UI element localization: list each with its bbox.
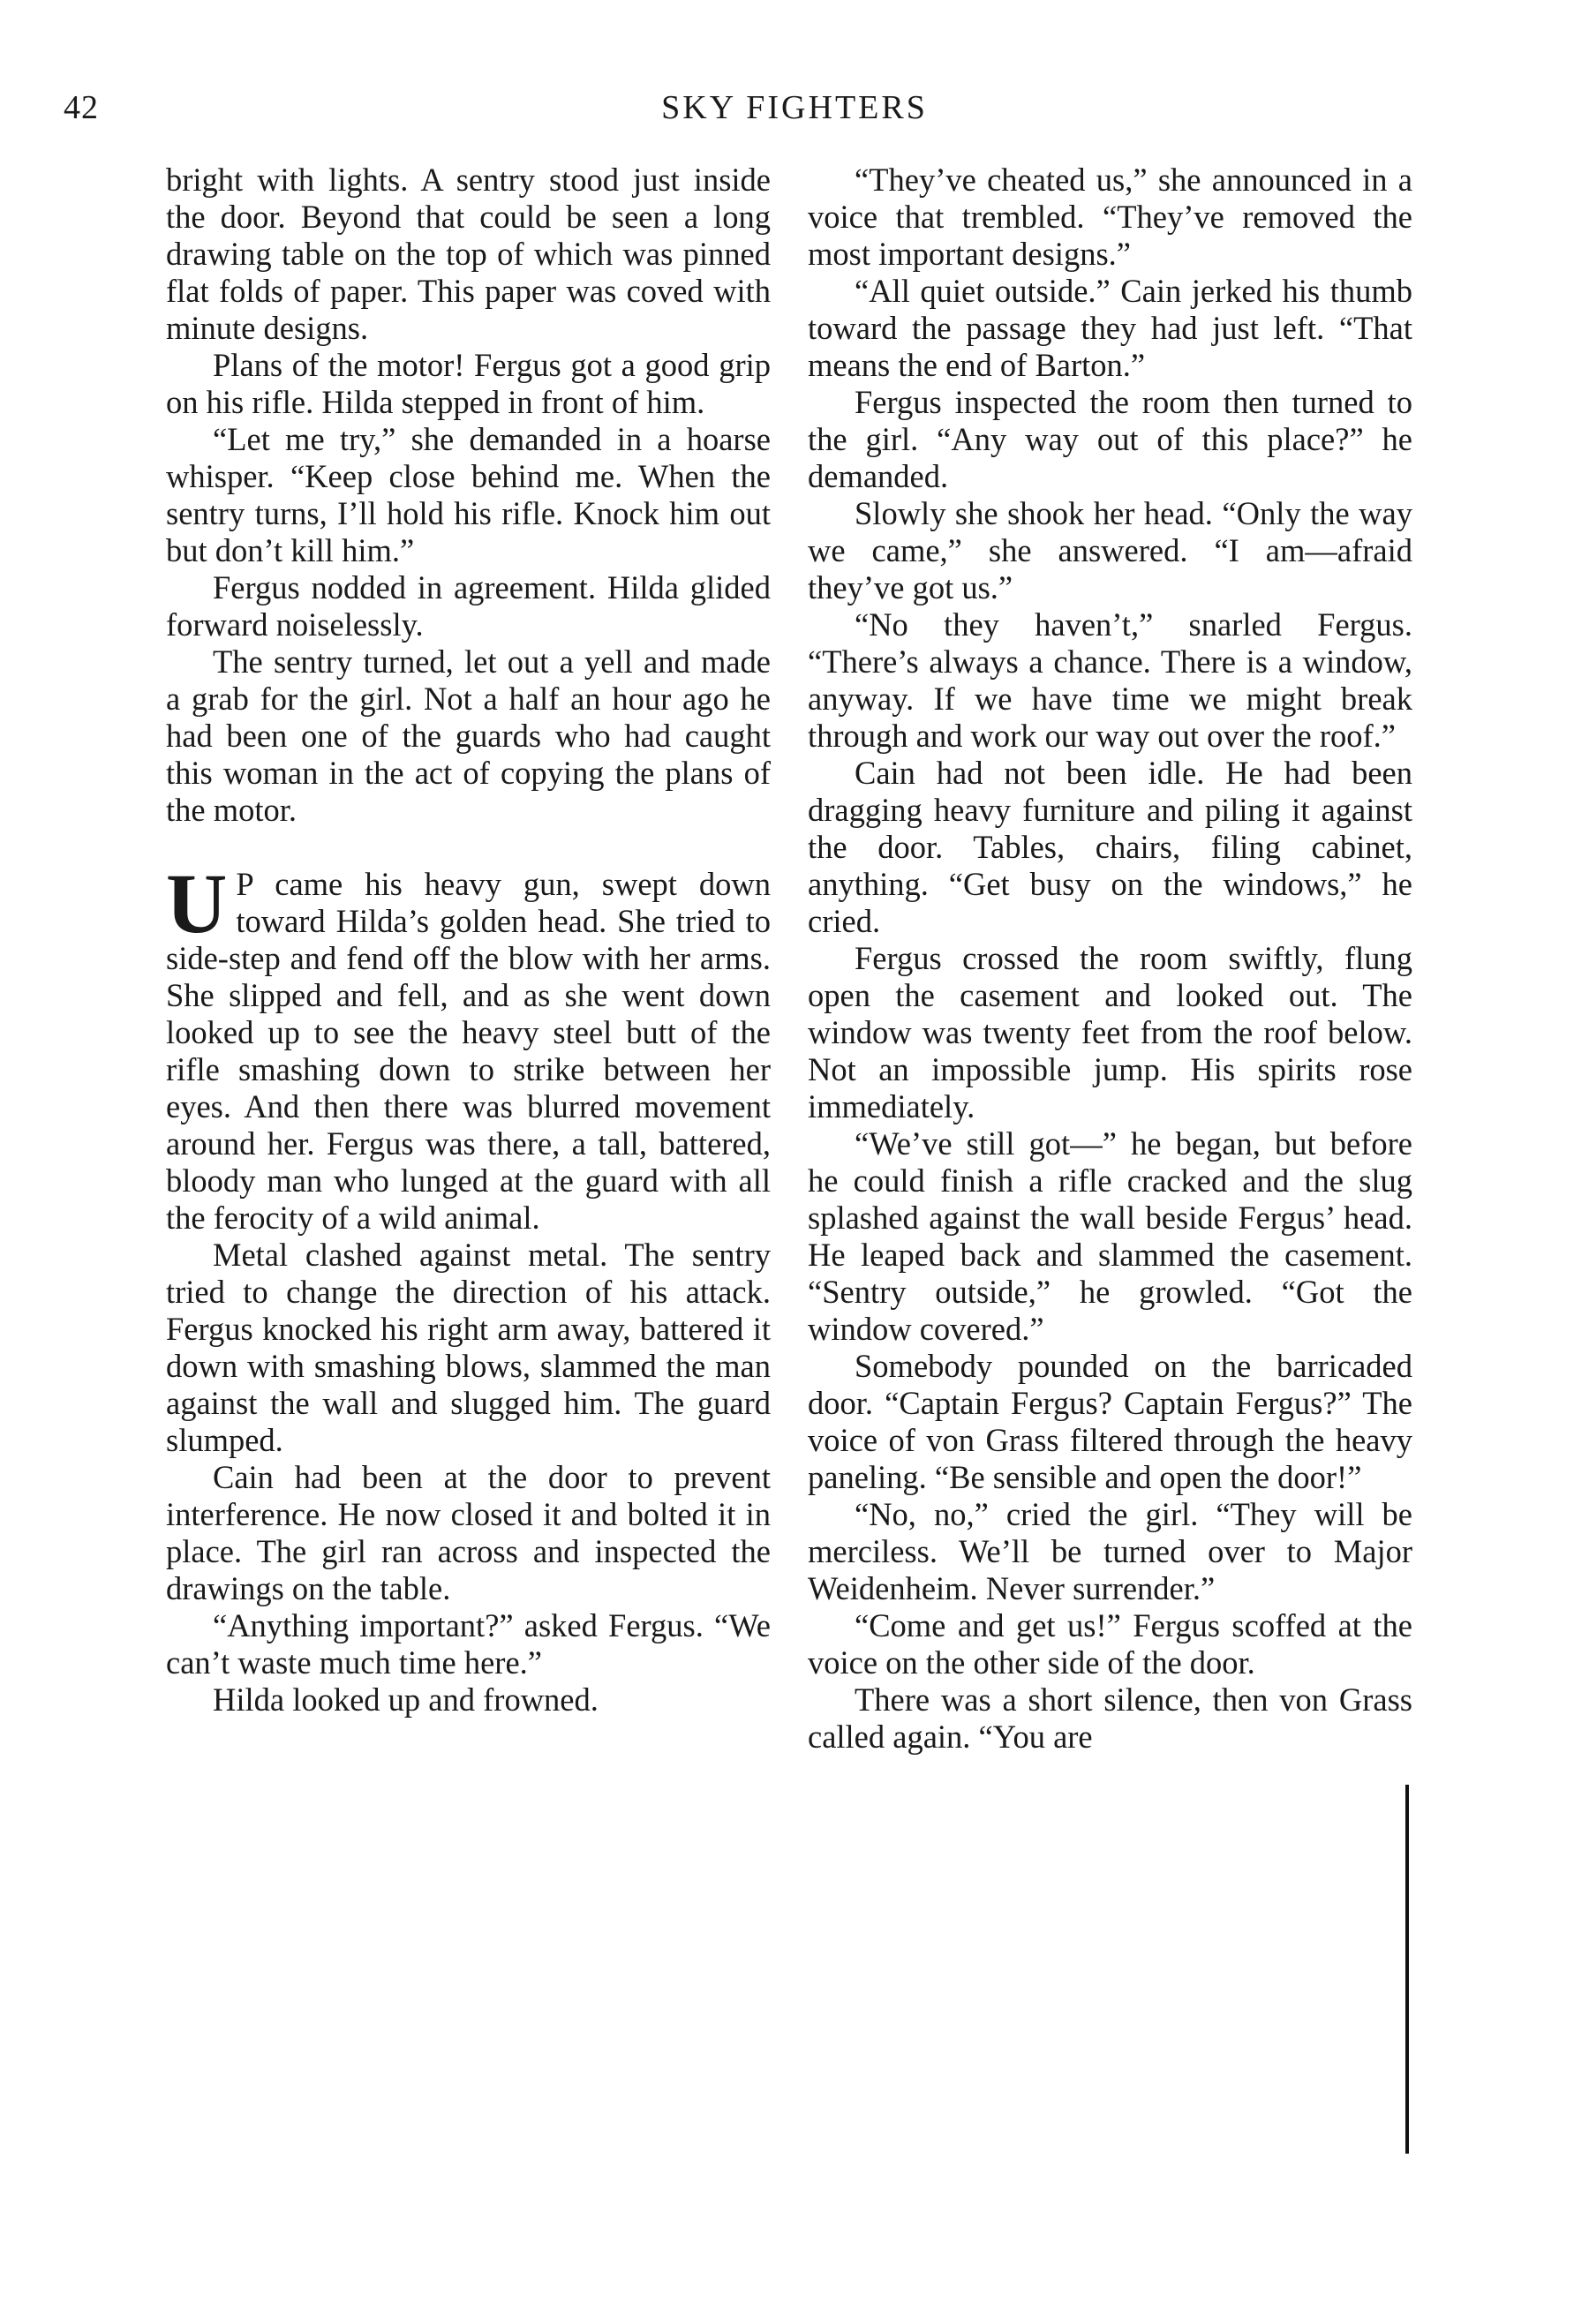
margin-rule (1405, 1785, 1409, 2154)
paragraph: Somebody pounded on the barricaded door. “Captain Fergus? Captain Fergus?” The voice of von Grass filtered through the heavy paneling. “Be sensible and open the door!” (808, 1348, 1412, 1495)
paragraph: Fergus nodded in agreement. Hilda glided forward noiselessly. (166, 569, 771, 643)
paragraph: The sentry turned, let out a yell and made a grab for the girl. Not a half an hour ago he had been one of the guards who had caught this woman in the act of copying the plans of the motor. (166, 643, 771, 828)
drop-cap: U (166, 856, 228, 951)
section-break (166, 829, 771, 866)
right-column (808, 162, 1412, 1756)
paragraph: “Anything important?” asked Fergus. “We can’t waste much time here.” (166, 1607, 771, 1681)
paragraph: Fergus crossed the room swiftly, flung open the casement and looked out. The window was twenty feet from the roof below. Not an impossible jump. His spirits rose immediately. (808, 940, 1412, 1124)
page-number: 42 (64, 89, 99, 126)
paragraph: “No they haven’t,” snarled Fergus. “There’s always a chance. There is a window, anyway. If we have time we might break through and work our way out over the roof.” (808, 606, 1412, 754)
paragraph: There was a short silence, then von Grass called again. “You are (808, 1681, 1412, 1755)
paragraph: bright with lights. A sentry stood just inside the door. Beyond that could be seen a long drawing table on the top of which was pinned flat folds of paper. This paper was coved with minute designs. (166, 162, 771, 346)
paragraph: Fergus inspected the room then turned to the girl. “Any way out of this place?” he demanded. (808, 384, 1412, 494)
paragraph: Metal clashed against metal. The sentry tried to change the direction of his attack. Fergus knocked his right arm away, battered it down with smashing blows, slammed the man against the wall and slugged him. The guard slumped. (166, 1237, 771, 1458)
paragraph: Plans of the motor! Fergus got a good grip on his rifle. Hilda stepped in front of him. (166, 347, 771, 420)
paragraph: Hilda looked up and frowned. (213, 1681, 599, 1718)
paragraph: Cain had been at the door to prevent interference. He now closed it and bolted it in place. The girl ran across and inspected the drawings on the table. (166, 1459, 771, 1606)
paragraph: Cain had not been idle. He had been dragging heavy furniture and piling it against the door. Tables, chairs, filing cabinet, anything. “Get busy on the windows,” he cried. (808, 755, 1412, 939)
paragraph: “They’ve cheated us,” she announced in a voice that trembled. “They’ve removed the most important designs.” (808, 162, 1412, 272)
paragraph: Slowly she shook her head. “Only the way we came,” she answered. “I am—afraid they’ve got us.” (808, 495, 1412, 605)
paragraph: “All quiet outside.” Cain jerked his thumb toward the passage they had just left. “That means the end of Barton.” (808, 273, 1412, 383)
paragraph-with-drop-cap (166, 856, 771, 1237)
paragraph: “Let me try,” she demanded in a hoarse whisper. “Keep close behind me. When the sentry turns, I’ll hold his rifle. Knock him out but don’t kill him.” (166, 421, 771, 568)
left-column (166, 162, 771, 1719)
paragraph-text: P came his heavy gun, swept down toward Hilda’s golden head. She tried to side-step and fend off the blow with her arms. She slipped and fell, and as she went down looked up to see the heavy steel butt of the rifle smashing down to strike between her eyes. And then there was blurred movement around her. Fergus was there, a tall, battered, bloody man who lunged at the guard with all the ferocity of a wild animal. (166, 866, 771, 1236)
paragraph: “No, no,” cried the girl. “They will be merciless. We’ll be turned over to Major Weidenheim. Never surrender.” (808, 1496, 1412, 1606)
running-title: SKY FIGHTERS (661, 89, 928, 126)
paragraph: “Come and get us!” Fergus scoffed at the voice on the other side of the door. (808, 1607, 1412, 1681)
paragraph: “We’ve still got—” he began, but before he could finish a rifle cracked and the slug splashed against the wall beside Fergus’ head. He leaped back and slammed the casement. “Sentry outside,” he growled. “Got the window covered.” (808, 1125, 1412, 1347)
